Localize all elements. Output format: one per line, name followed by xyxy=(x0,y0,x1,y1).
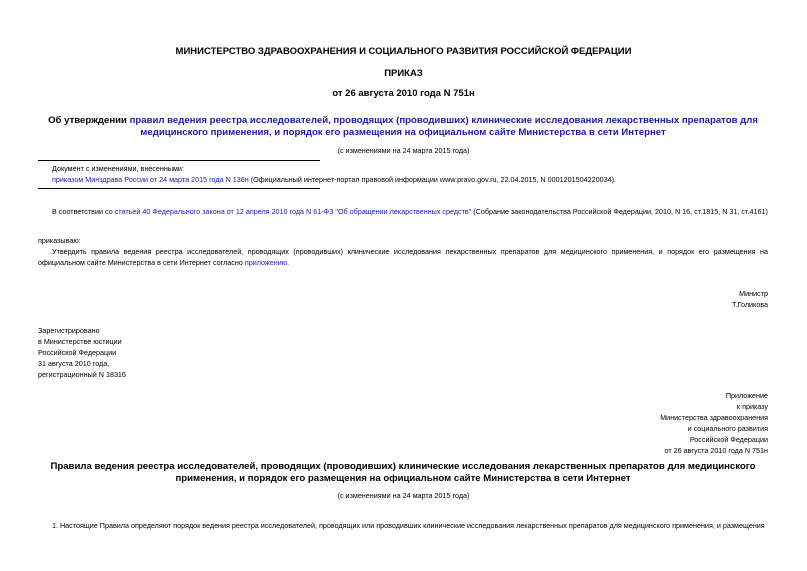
appendix-line: и социального развития xyxy=(687,424,768,433)
registration-line: регистрационный N 18316 xyxy=(38,370,126,379)
order-text: Утвердить правила ведения реестра исследователей, проводящих (проводивших) клинические исследования лекарственных препаратов для медицинского применения, и порядок его размещения на официальном сайте Министерства в сети Интернет согласно xyxy=(38,247,768,267)
changes-note-bottom: (с изменениями на 24 марта 2015 года) xyxy=(337,491,470,500)
changes-note-top: (с изменениями на 24 марта 2015 года) xyxy=(337,146,470,155)
appendix-link[interactable]: приложению xyxy=(244,258,288,267)
amend-link[interactable]: приказом Минздрава России от 24 марта 2015 года N 136н xyxy=(52,175,249,184)
preamble-text-2: (Собрание законодательства Российской Федерации, 2010, N 16, ст.1815, N 31, ст.4161) xyxy=(471,207,768,216)
title-prefix: Об утверждении xyxy=(48,115,130,126)
document-type: ПРИКАЗ xyxy=(384,68,423,79)
amend-line-2 xyxy=(52,174,792,185)
appendix-block xyxy=(660,390,768,456)
registration-line: в Министерстве юстиции xyxy=(38,337,122,346)
registration-line: Российской Федерации xyxy=(38,348,117,357)
amend-bottom-divider xyxy=(38,188,320,189)
appendix-line: Министерства здравоохранения xyxy=(660,413,768,422)
signature-block xyxy=(732,288,768,310)
registration-line: Зарегистрировано xyxy=(38,326,100,335)
order-word: приказываю: xyxy=(38,236,81,245)
registration-block xyxy=(38,325,126,380)
ministry-heading: МИНИСТЕРСТВО ЗДРАВООХРАНЕНИЯ И СОЦИАЛЬНОГО РАЗВИТИЯ РОССИЙСКОЙ ФЕДЕРАЦИИ xyxy=(175,46,632,57)
document-title xyxy=(38,115,768,139)
amend-rest: (Официальный интернет-портал правовой информации www.pravo.gov.ru, 22.04.2015, N 0001201504220034). xyxy=(248,175,617,184)
order-end: . xyxy=(287,258,290,267)
amend-box xyxy=(52,163,792,185)
amend-line-1: Документ с изменениями, внесенными: xyxy=(52,164,184,173)
signature-name: Т.Голикова xyxy=(731,300,768,309)
appendix-line: Российской Федерации xyxy=(689,435,768,444)
clause-1: 1. Настоящие Правила определяют порядок ведения реестра исследователей, проводящих или проводивших клинические исследования лекарственных препаратов для медицинского применения, и размещения xyxy=(52,521,765,530)
preamble-law-link[interactable]: статьей 40 Федерального закона от 12 апреля 2010 года N 61-ФЗ "Об обращении лекарственных средств" xyxy=(114,207,472,216)
document-date-number: от 26 августа 2010 года N 751н xyxy=(332,88,475,99)
order-body xyxy=(38,246,768,268)
appendix-line: от 26 августа 2010 года N 751н xyxy=(664,446,768,455)
preamble-text-1: В соответствии со xyxy=(52,207,115,216)
amend-top-divider xyxy=(38,160,320,161)
title-link[interactable]: правил ведения реестра исследователей, проводящих (проводивших) клинические исследования лекарственных препаратов для медицинского применения, и порядок его размещения на официальном сайте Министерства в сети Интернет xyxy=(129,115,758,138)
signature-position: Министр xyxy=(739,289,768,298)
preamble xyxy=(38,206,768,217)
rules-title: Правила ведения реестра исследователей, проводящих (проводивших) клинические исследования лекарственных препаратов для медицинского применения, и порядок его размещения на официальном сайте Министерства в сети Интернет xyxy=(50,461,756,484)
registration-line: 31 августа 2010 года, xyxy=(38,359,110,368)
appendix-line: Приложение xyxy=(725,391,768,400)
appendix-line: к приказу xyxy=(736,402,768,411)
